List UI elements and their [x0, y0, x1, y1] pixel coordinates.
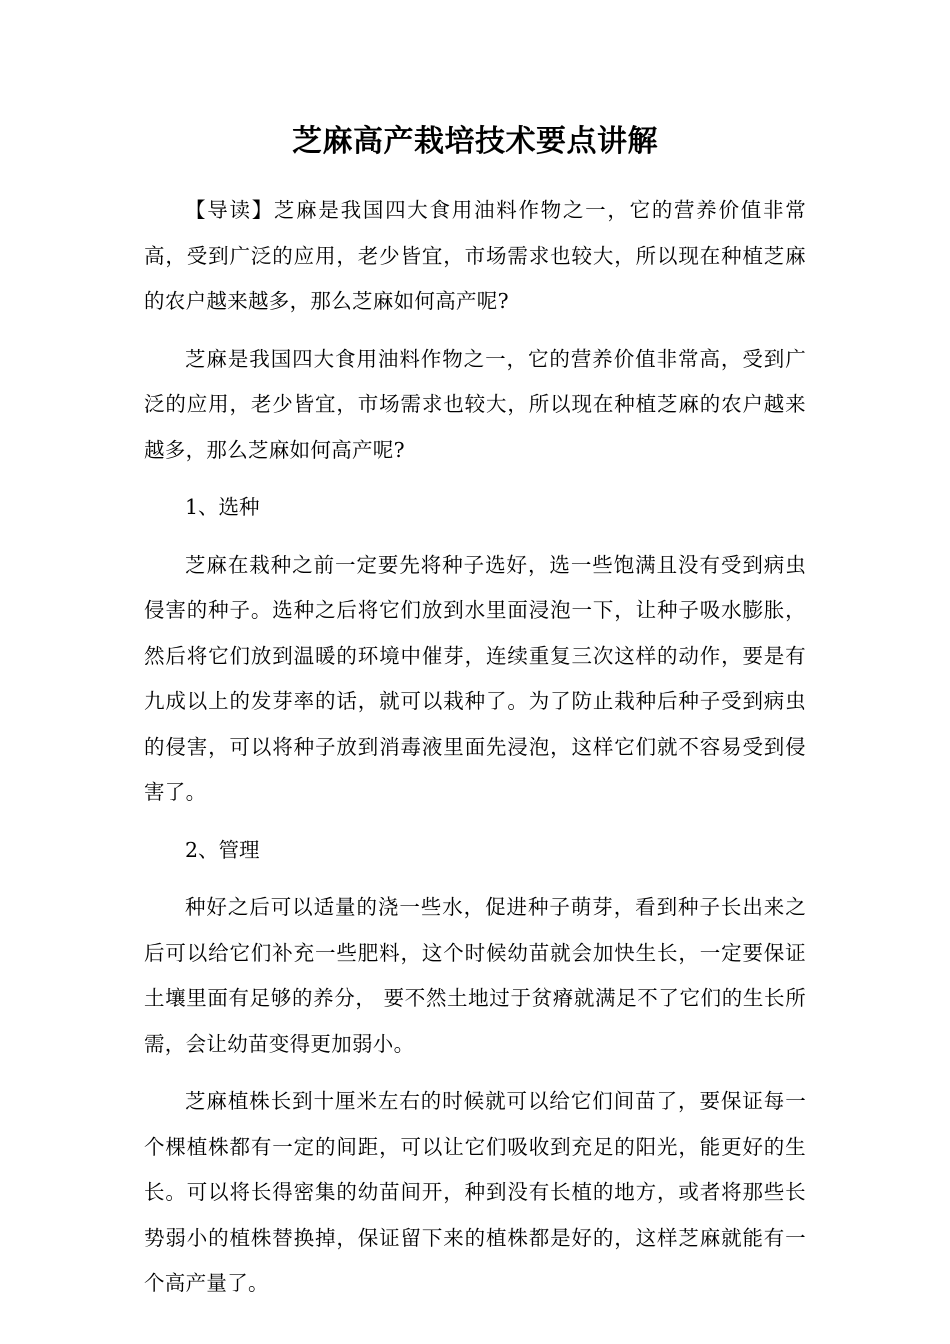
section-heading-management: 2、管理	[185, 837, 260, 862]
document-content	[144, 118, 806, 1319]
document-title: 芝麻高产栽培技术要点讲解	[292, 124, 658, 159]
section-body-seed-selection: 芝麻在栽种之前一定要先将种子选好，选一些饱满且没有受到病虫侵害的种子。选种之后将它们放到水里面浸泡一下，让种子吸水膨胀，然后将它们放到温暖的环境中催芽，连续重复三次这样的动作，要是有九成以上的发芽率的话，就可以栽种了。为了防止栽种后种子受到病虫的侵害，可以将种子放到消毒液里面先浸泡，这样它们就不容易受到侵害了。	[144, 552, 806, 804]
section-body-management-2: 芝麻植株长到十厘米左右的时候就可以给它们间苗了，要保证每一个棵植株都有一定的间距，可以让它们吸收到充足的阳光，能更好的生长。可以将长得密集的幼苗间开，种到没有长植的地方，或者将那些长势弱小的植株替换掉，保证留下来的植株都是好的，这样芝麻就能有一个高产量了。	[144, 1089, 806, 1295]
intro-paragraph: 【导读】芝麻是我国四大食用油料作物之一，它的营养价值非常高，受到广泛的应用，老少皆宜，市场需求也较大，所以现在种植芝麻的农户越来越多，那么芝麻如何高产呢?	[144, 198, 806, 313]
section-heading-seed-selection: 1、选种	[185, 495, 260, 519]
section-body-management-1: 种好之后可以适量的浇一些水，促进种子萌芽，看到种子长出来之后可以给它们补充一些肥料，这个时候幼苗就会加快生长，一定要保证土壤里面有足够的养分， 要不然土地过于贫瘠就满足不了它们的生长所需，会让幼苗变得更加弱小。	[144, 895, 806, 1056]
body-paragraph-1: 芝麻是我国四大食用油料作物之一，它的营养价值非常高，受到广泛的应用，老少皆宜，市场需求也较大，所以现在种植芝麻的农户越来越多，那么芝麻如何高产呢?	[144, 346, 806, 462]
